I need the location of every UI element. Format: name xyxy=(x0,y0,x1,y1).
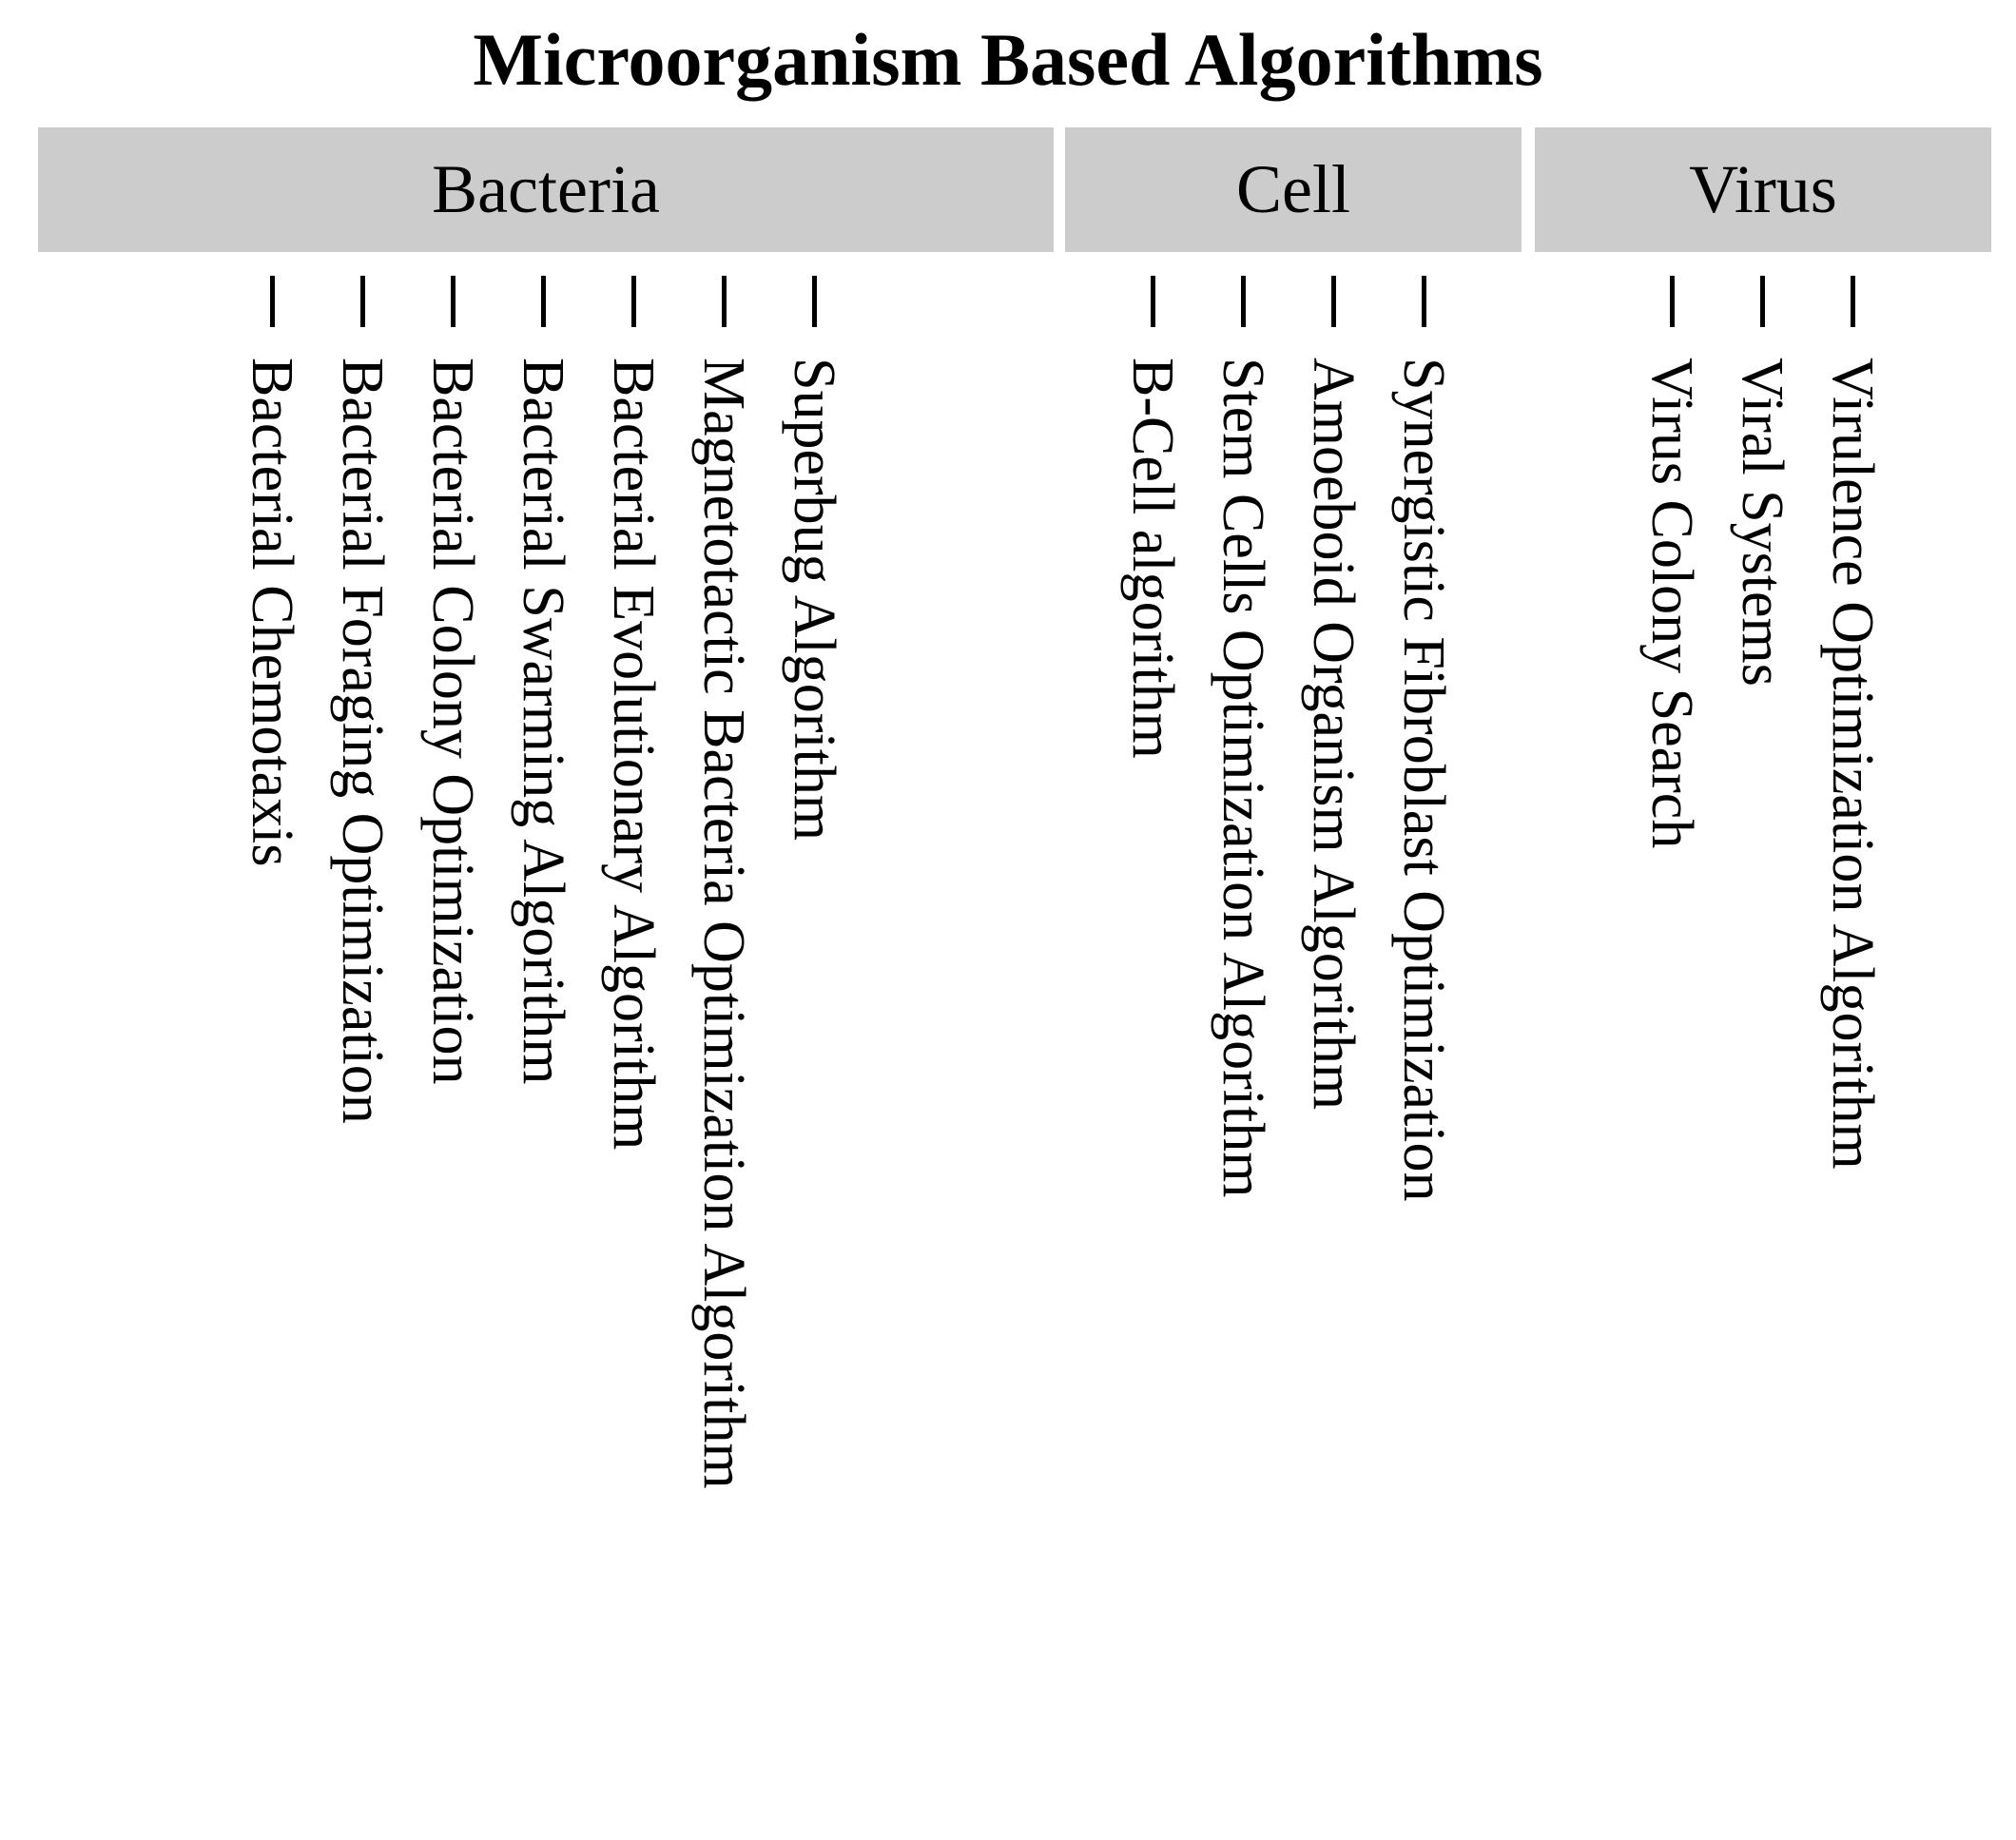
connector-tick xyxy=(812,276,817,327)
connector-tick xyxy=(451,276,456,327)
algorithm-item xyxy=(1211,276,1275,1198)
algorithm-label: Virulence Optimization Algorithm xyxy=(1820,358,1885,1170)
algorithm-label: Bacterial Foraging Optimization xyxy=(330,358,395,1124)
diagram-title: Microorganism Based Algorithms xyxy=(473,18,1543,101)
algorithm-label: Bacterial Swarming Algorithm xyxy=(511,358,575,1085)
connector-tick xyxy=(1331,276,1336,327)
algorithm-label: Synergistic Fibroblast Optimization xyxy=(1391,358,1456,1202)
algorithm-item xyxy=(511,276,575,1085)
algorithm-label: Bacterial Chemotaxis xyxy=(240,358,304,867)
algorithm-item xyxy=(782,276,846,842)
algorithm-item xyxy=(330,276,395,1124)
algorithm-label: Stem Cells Optimization Algorithm xyxy=(1211,358,1275,1198)
connector-tick xyxy=(1422,276,1426,327)
category-label: Virus xyxy=(1689,151,1837,227)
category-label: Bacteria xyxy=(432,151,660,227)
algorithm-label: Magnetotactic Bacteria Optimization Algorithm xyxy=(691,358,756,1489)
algorithm-label: Amoeboid Organism Algorithm xyxy=(1301,358,1366,1111)
algorithm-item xyxy=(420,276,485,1085)
connector-tick xyxy=(541,276,546,327)
algorithm-item xyxy=(240,276,304,867)
algorithm-item xyxy=(601,276,666,1151)
algorithm-item xyxy=(1120,276,1185,759)
category-label: Cell xyxy=(1236,151,1350,227)
connector-tick xyxy=(360,276,365,327)
connector-tick xyxy=(722,276,727,327)
connector-tick xyxy=(1670,276,1675,327)
algorithm-item xyxy=(691,276,756,1489)
algorithm-label: Virus Colony Search xyxy=(1639,358,1704,849)
connector-tick xyxy=(1151,276,1155,327)
connector-tick xyxy=(631,276,636,327)
connector-tick xyxy=(270,276,275,327)
connector-tick xyxy=(1241,276,1246,327)
algorithm-label: Viral Systems xyxy=(1730,358,1794,687)
algorithm-item xyxy=(1730,276,1794,687)
connector-tick xyxy=(1851,276,1855,327)
algorithm-label: Bacterial Colony Optimization xyxy=(420,358,485,1085)
algorithm-item xyxy=(1820,276,1885,1170)
algorithm-item xyxy=(1639,276,1704,849)
connector-tick xyxy=(1760,276,1765,327)
algorithm-item xyxy=(1301,276,1366,1111)
algorithm-item xyxy=(1391,276,1456,1202)
algorithm-label: B-Cell algorithm xyxy=(1120,358,1185,759)
algorithm-label: Bacterial Evolutionary Algorithm xyxy=(601,358,666,1151)
algorithm-label: Superbug Algorithm xyxy=(782,358,846,842)
